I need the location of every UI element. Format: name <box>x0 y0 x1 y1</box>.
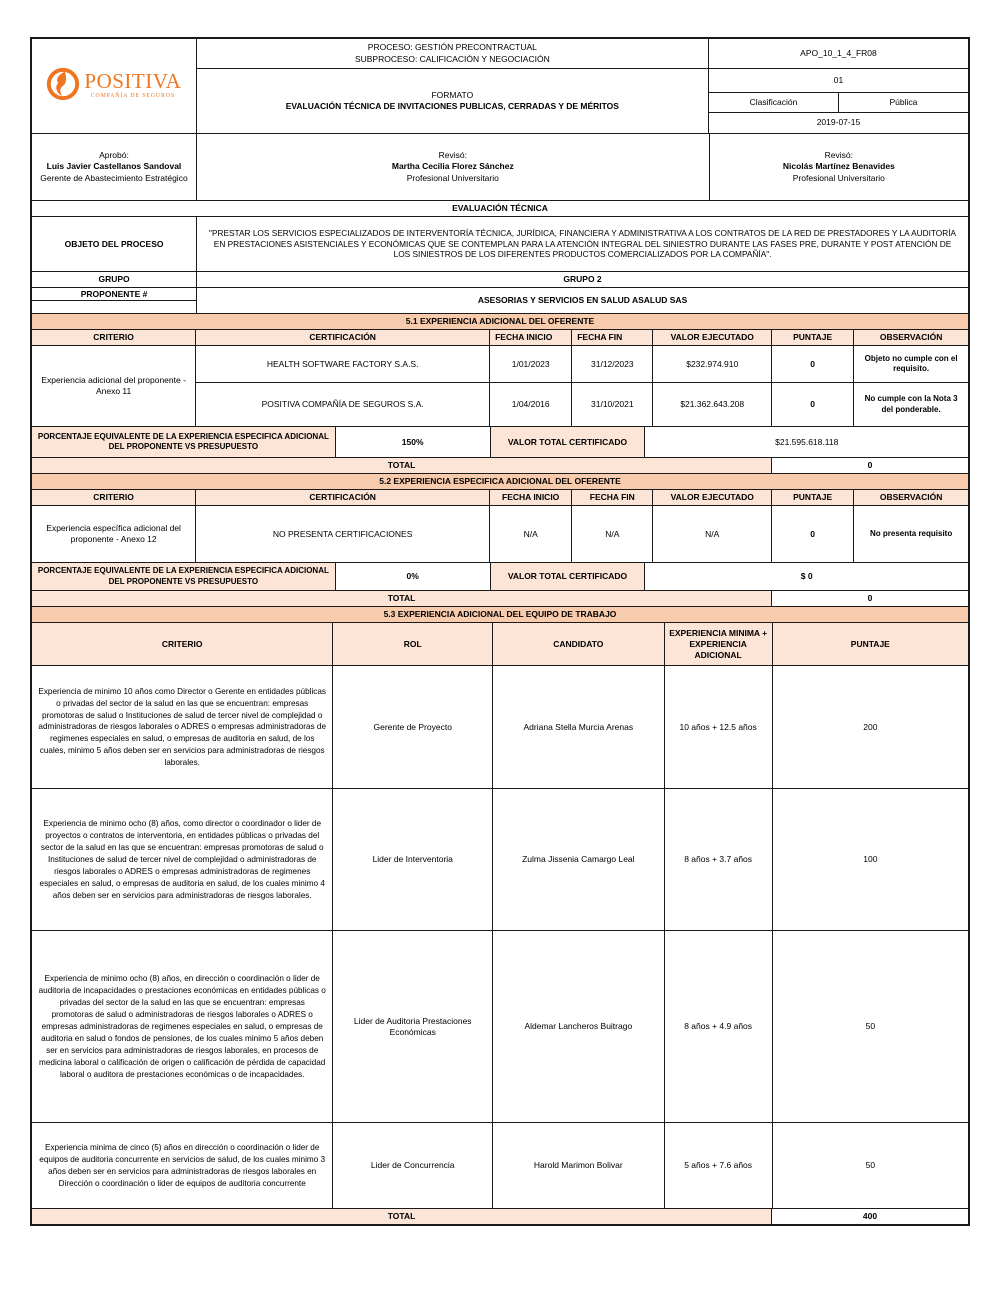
percentage-label: PORCENTAJE EQUIVALENTE DE LA EXPERIENCIA ESPECIFICA ADICIONAL DEL PROPONENTE VS PRESUPUESTO <box>32 427 335 457</box>
observacion-cell: Objeto no cumple con el requisito. <box>854 346 968 382</box>
criterio-cell: Experiencia de minimo ocho (8) años, como director o coordinador o lider de proyectos o contratos de interventoria, en entidades públicas o privadas del sector de la salud en las que se encuentran: empresas promotoras de salud o Instituciones de salud de tercer nivel de complejidad o administradoras de riesgos laborales o ADRES o empresas administradoras de regimenes especiales en salud, o empresas de auditoria en salud, de los cuales minimo 4 años deben ser en servicios para administradoras de riesgos laborales. <box>32 789 332 930</box>
object-label: OBJETO DEL PROCESO <box>32 217 196 271</box>
criterio-cell: Experiencia minima de cinco (5) años en dirección o coordinación o lider de equipos de auditoria concurrente en servicios de salud, de los cuales minimo 3 años deben ser en servicios para administradoras de riesgos laborales en Dirección o coordinación o lider de equipos de auditoria concurrente <box>32 1123 332 1208</box>
col-header-criterio: CRITERIO <box>32 490 195 505</box>
proponent-label: PROPONENTE # <box>32 288 196 300</box>
section-5-2-band <box>32 474 968 489</box>
rol-cell: Gerente de Proyecto <box>333 666 492 788</box>
experiencia-cell: 5 años + 7.6 años <box>665 1123 772 1208</box>
criterio-cell: Experiencia de minimo 10 años como Director o Gerente en entidades públicas o privadas del sector de la salud en las que se encuentran: empresas promotoras de salud o Instituciones de salud de tercer nivel de complejidad o administradoras de riesgos laborales o ADRES o empresas administradoras de regimenes especiales en salud, o empresas de auditoria en salud, de los cuales, minimo 5 años deben ser en servicios para administradoras de riesgos laborales. <box>32 666 332 788</box>
cert-name-cell: HEALTH SOFTWARE FACTORY S.A.S. <box>196 346 489 382</box>
col-header-observacion: OBSERVACIÓN <box>854 490 968 505</box>
fecha-inicio-cell: 1/01/2023 <box>490 346 571 382</box>
approval-name: Luis Javier Castellanos Sandoval <box>46 161 182 172</box>
candidato-cell: Aldemar Lancheros Buitrago <box>493 931 664 1122</box>
col-header-candidato: CANDIDATO <box>493 623 664 665</box>
format-title: EVALUACIÓN TÉCNICA DE INVITACIONES PUBLICAS, CERRADAS Y DE MÉRITOS <box>285 101 619 111</box>
valor-cell: N/A <box>653 506 771 562</box>
team-row <box>32 931 968 1122</box>
section-5-3-band <box>32 607 968 622</box>
col-header-puntaje: PUNTAJE <box>772 490 853 505</box>
observacion-cell: No presenta requisito <box>854 506 968 562</box>
approval-title: Profesional Universitario <box>792 172 885 183</box>
proponent-value: ASESORIAS Y SERVICIOS EN SALUD ASALUD SAS <box>197 288 968 313</box>
proponent-row <box>32 288 968 313</box>
team-row <box>32 789 968 930</box>
total-label: TOTAL <box>32 458 771 473</box>
col-header-fecha-fin: FECHA FIN <box>572 490 652 505</box>
rol-cell: Lider de Concurrencia <box>333 1123 492 1208</box>
section-5-3-headers <box>32 623 968 665</box>
experiencia-cell: 10 años + 12.5 años <box>665 666 772 788</box>
cert-name-cell: NO PRESENTA CERTIFICACIONES <box>196 506 489 562</box>
col-header-certificacion: CERTIFICACIÓN <box>196 330 489 345</box>
classification-value: Pública <box>839 93 968 112</box>
col-header-puntaje: PUNTAJE <box>772 330 853 345</box>
team-row <box>32 1123 968 1208</box>
col-header-certificacion: CERTIFICACIÓN <box>196 490 489 505</box>
logo-tagline: COMPAÑÍA DE SEGUROS <box>90 93 175 100</box>
col-header-fecha-inicio: FECHA INICIO <box>490 330 571 345</box>
approval-title: Gerente de Abastecimiento Estratégico <box>40 172 188 183</box>
section-5-1-total-row <box>32 458 968 473</box>
candidato-cell: Harold Marimon Bolivar <box>493 1123 664 1208</box>
approvals-row <box>32 134 968 200</box>
total-value: 0 <box>772 591 968 606</box>
percentage-label: PORCENTAJE EQUIVALENTE DE LA EXPERIENCIA ESPECIFICA ADICIONAL DEL PROPONENTE VS PRESUPUESTO <box>32 563 335 590</box>
fecha-fin-cell: 31/12/2023 <box>572 346 652 382</box>
puntaje-cell: 200 <box>773 666 968 788</box>
section-5-2-total-row <box>32 591 968 606</box>
criterio-cell: Experiencia de minimo ocho (8) años, en dirección o coordinación o lider de auditoria de incapacidades o prestaciones económicas en entidades públicas o privadas del sector de la salud en las que se encuentran: empresas promotoras de salud o administradoras de riesgos laborales o ADRES o empresas administradoras de regimenes especiales en salud, o empresas de auditoria en salud o fondos de pensiones, de los cuales minimo 5 años deben ser en servicios para administradoras de riesgos laborales, en procesos de medicina laboral o calificación de origen o calificación de pérdida de capacidad laboral o auditora de prestaciones económicas o de incapacidades. <box>32 931 332 1122</box>
col-header-rol: ROL <box>333 623 492 665</box>
document-code: APO_10_1_4_FR08 <box>709 39 968 68</box>
cert-name-cell: POSITIVA COMPAÑÍA DE SEGUROS S.A. <box>196 383 489 426</box>
approval-title: Profesional Universitario <box>406 172 499 183</box>
col-header-valor: VALOR EJECUTADO <box>653 330 771 345</box>
total-label: TOTAL <box>32 591 771 606</box>
puntaje-cell: 0 <box>772 506 853 562</box>
valor-cell: $232.974.910 <box>653 346 771 382</box>
certified-total-label: VALOR TOTAL CERTIFICADO <box>491 427 645 457</box>
document-version: 01 <box>709 69 968 92</box>
candidato-cell: Adriana Stella Murcia Arenas <box>493 666 664 788</box>
criterio-cell: Experiencia adicional del proponente - Anexo 11 <box>32 346 195 426</box>
percentage-value: 0% <box>336 563 490 590</box>
section-5-2-percentage-row <box>32 563 968 590</box>
total-value: 400 <box>772 1209 968 1224</box>
col-header-fecha-fin: FECHA FIN <box>572 330 652 345</box>
observacion-cell: No cumple con la Nota 3 del ponderable. <box>854 383 968 426</box>
team-row <box>32 666 968 788</box>
percentage-value: 150% <box>336 427 490 457</box>
process-cell <box>197 39 708 68</box>
group-row <box>32 272 968 287</box>
fecha-fin-cell: 31/10/2021 <box>572 383 652 426</box>
evaluation-form <box>30 37 970 1226</box>
col-header-experiencia: EXPERIENCIA MINIMA + EXPERIENCIA ADICIONAL <box>665 623 772 665</box>
col-header-fecha-inicio: FECHA INICIO <box>490 490 571 505</box>
company-logo <box>32 39 196 133</box>
positiva-swirl-icon <box>46 67 80 104</box>
section-5-1-percentage-row <box>32 427 968 457</box>
criterio-cell: Experiencia específica adicional del proponente - Anexo 12 <box>32 506 195 562</box>
col-header-criterio: CRITERIO <box>32 623 332 665</box>
puntaje-cell: 0 <box>772 346 853 382</box>
section-5-1-headers <box>32 330 968 345</box>
format-cell <box>197 69 708 133</box>
section-5-2-body <box>32 506 968 562</box>
col-header-valor: VALOR EJECUTADO <box>653 490 771 505</box>
candidato-cell: Zulma Jissenia Camargo Leal <box>493 789 664 930</box>
process-line: PROCESO: GESTIÓN PRECONTRACTUAL <box>367 42 537 53</box>
puntaje-cell: 50 <box>773 1123 968 1208</box>
experiencia-cell: 8 años + 3.7 años <box>665 789 772 930</box>
total-label: TOTAL <box>32 1209 771 1224</box>
fecha-fin-cell: N/A <box>572 506 652 562</box>
section-5-3-total-row <box>32 1209 968 1224</box>
reviewed-by-cell-2 <box>710 134 968 200</box>
object-row <box>32 217 968 271</box>
evaluation-title: EVALUACIÓN TÉCNICA <box>32 201 968 216</box>
proponent-empty-cell <box>32 301 196 313</box>
puntaje-cell: 100 <box>773 789 968 930</box>
certified-total-label: VALOR TOTAL CERTIFICADO <box>491 563 645 590</box>
col-header-observacion: OBSERVACIÓN <box>854 330 968 345</box>
rol-cell: Lider de Auditoria Prestaciones Económicas <box>333 931 492 1122</box>
section-5-2-title: 5.2 EXPERIENCIA ESPECIFICA ADICIONAL DEL OFERENTE <box>32 474 968 489</box>
certified-total-value: $ 0 <box>645 563 968 590</box>
classification-label: Clasificación <box>709 93 838 112</box>
fecha-inicio-cell: N/A <box>490 506 571 562</box>
group-label: GRUPO <box>32 272 196 287</box>
reviewed-by-cell-1 <box>197 134 709 200</box>
rol-cell: Lider de Interventoria <box>333 789 492 930</box>
col-header-puntaje: PUNTAJE <box>773 623 968 665</box>
group-value: GRUPO 2 <box>197 272 968 287</box>
object-text: "PRESTAR LOS SERVICIOS ESPECIALIZADOS DE INTERVENTORÍA TÉCNICA, JURÍDICA, FINANCIERA Y ADMINISTRATIVA A LOS CONTRATOS DE LA RED DE PRESTADORES Y LA AUDITORÍA EN PRESTACIONES ASISTENCIALES Y ECONÓMICAS QUE SE CONTEMPLAN PARA LA ATENCIÓN INTEGRAL DEL SINIESTRO DURANTE LAS FASES PRE, DURANTE Y POST ATENCIÓN DE LOS SINIESTROS DE LOS DIFERENTES PRODUCTOS COMERCIALIZADOS POR LA COMPAÑÍA". <box>197 217 968 271</box>
puntaje-cell: 50 <box>773 931 968 1122</box>
experiencia-cell: 8 años + 4.9 años <box>665 931 772 1122</box>
format-label: FORMATO <box>431 89 474 100</box>
approval-role: Aprobó: <box>99 150 129 161</box>
col-header-criterio: CRITERIO <box>32 330 195 345</box>
total-value: 0 <box>772 458 968 473</box>
section-5-1-band <box>32 314 968 329</box>
form-header <box>32 39 968 133</box>
valor-cell: $21.362.643.208 <box>653 383 771 426</box>
document-date: 2019-07-15 <box>709 113 968 133</box>
section-5-1-body <box>32 346 968 426</box>
approved-by-cell <box>32 134 196 200</box>
certified-total-value: $21.595.618.118 <box>645 427 968 457</box>
section-5-1-title: 5.1 EXPERIENCIA ADICIONAL DEL OFERENTE <box>32 314 968 329</box>
puntaje-cell: 0 <box>772 383 853 426</box>
approval-name: Martha Cecilia Florez Sánchez <box>391 161 514 172</box>
section-5-2-headers <box>32 490 968 505</box>
approval-role: Revisó: <box>824 150 853 161</box>
approval-name: Nicolás Martínez Benavides <box>782 161 895 172</box>
approval-role: Revisó: <box>438 150 467 161</box>
evaluation-title-row <box>32 201 968 216</box>
logo-brand: POSITIVA <box>84 69 182 94</box>
section-5-3-title: 5.3 EXPERIENCIA ADICIONAL DEL EQUIPO DE TRABAJO <box>32 607 968 622</box>
fecha-inicio-cell: 1/04/2016 <box>490 383 571 426</box>
subprocess-line: SUBPROCESO: CALIFICACIÓN Y NEGOCIACIÓN <box>354 53 550 64</box>
